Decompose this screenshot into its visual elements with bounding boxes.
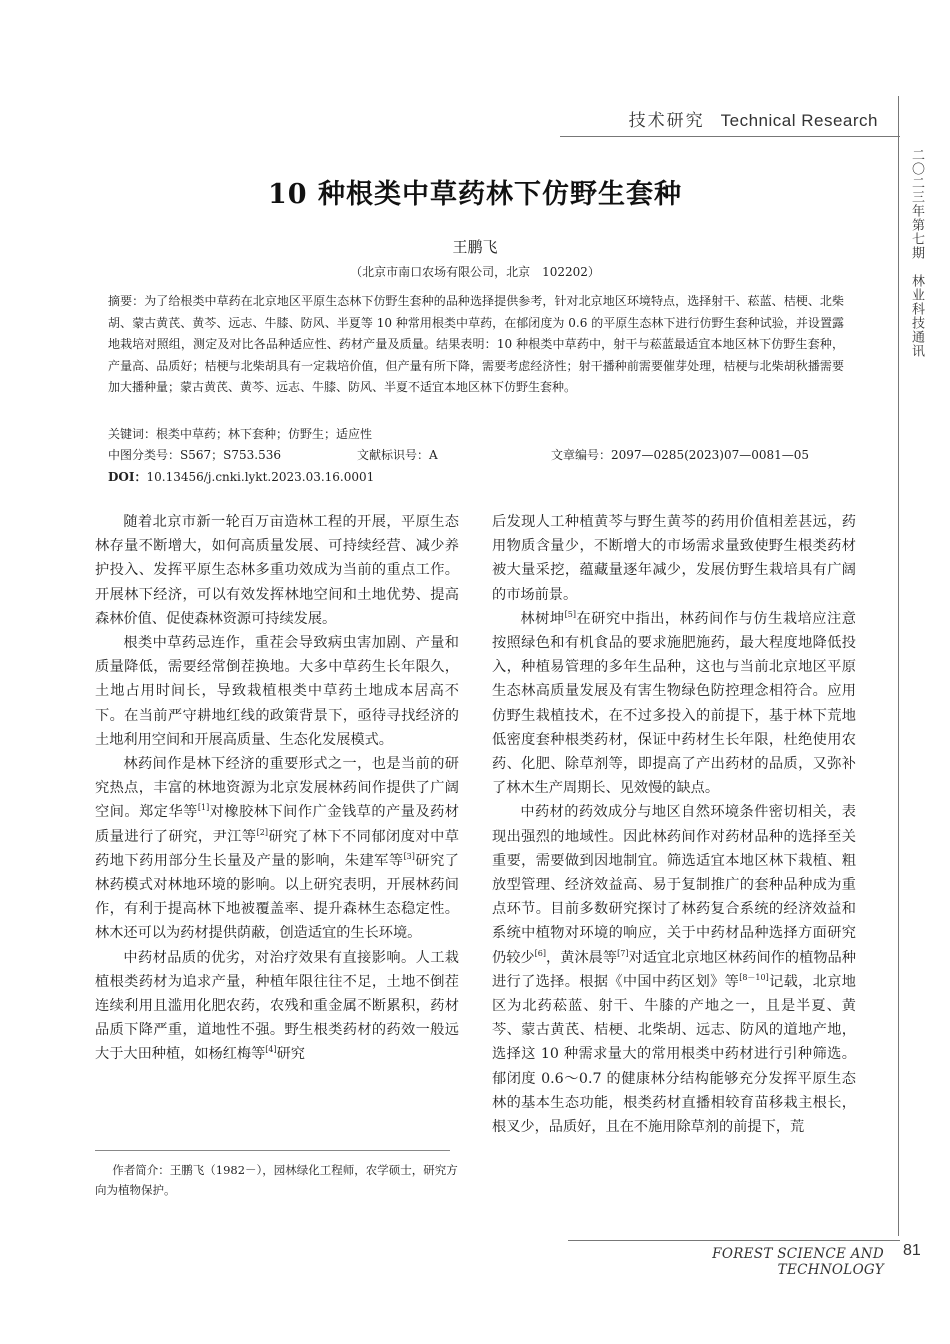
paragraph-text: ，黄沐晨等 bbox=[546, 949, 618, 966]
abstract: 摘要：为了给根类中草药在北京地区平原生态林下仿野生套种的品种选择提供参考，针对北京地区环境特点，选择射干、菘蓝、桔梗、北柴胡、蒙古黄芪、黄芩、远志、牛膝、防风、半夏等 10 种常用根类中草药，在郁闭度为 0.6 的平原生态林下进行仿野生套种试验，并设置露地栽培对照组，测定及对比各品种适应性、药材产量及质量。结果表明：10 种根类中草药中，射干与菘蓝最适宜本地区林下仿野生套种，产量高、品质好；桔梗与北柴胡具有一定栽培价值，但产量有所下降，需要考虑经济性；射干播种前需要催芽处理，桔梗与北柴胡秋播需要加大播种量；蒙古黄芪、黄芩、远志、牛膝、防风、半夏不适宜本地区林下仿野生套种。 bbox=[108, 294, 844, 394]
body-column-right bbox=[492, 510, 856, 1139]
citation: [7] bbox=[617, 948, 629, 958]
doi bbox=[108, 467, 374, 487]
footer-journal-name: FOREST SCIENCE AND TECHNOLOGY bbox=[712, 1246, 884, 1278]
keywords: 关键词：根类中草药；林下套种；仿野生；适应性 bbox=[108, 427, 373, 441]
paragraph-text: 记载，北京地区为北药菘蓝、射干、牛膝的产地之一，且是半夏、黄芩、蒙古黄芪、桔梗、北柴胡、远志、防风的道地产地，选择这 10 种需求量大的常用根类中药材进行引种筛选。郁闭度 0.6～0.7 的健康林分结构能够充分发挥平原生态林的基本生态功能，根类药材直播相较育苗移栽主根长，根叉少，品质好，且在不施用除草剂的前提下，荒 bbox=[492, 973, 856, 1136]
paragraph bbox=[492, 800, 856, 1139]
paragraph-text: 对适宜北京地区林药间作的植物品种进行了选择。根据《中国中药区划》等 bbox=[492, 949, 856, 990]
author-affiliation: （北京市南口农场有限公司，北京 102202） bbox=[350, 265, 600, 279]
citation: [6] bbox=[534, 948, 546, 958]
author-footnote: 作者简介：王鹏飞（1982－），园林绿化工程师，农学硕士，研究方向为植物保护。 bbox=[95, 1163, 458, 1197]
paragraph-text: 中药材的药效成分与地区自然环境条件密切相关，表现出强烈的地域性。因此林药间作对药材品种的选择至关重要，需要做到因地制宜。筛选适宜本地区林下栽植、粗放型管理、经济效益高、易于复制推广的套种品种成为重点环节。目前多数研究探讨了林药复合系统的经济效益和系统中植物对环境的响应，关于中药材品种选择方面研究仍较少 bbox=[492, 804, 856, 966]
citation: [1] bbox=[197, 803, 210, 813]
article-author: 王鹏飞 bbox=[452, 238, 498, 256]
paragraph-text: 林树坤 bbox=[520, 610, 565, 627]
article-title: 10 种根类中草药林下仿野生套种 bbox=[268, 179, 682, 210]
document-code: 文献标识号：A bbox=[357, 448, 438, 462]
paragraph-text: 在研究中指出，林药间作与仿生栽培应注意按照绿色和有机食品的要求施肥施药，最大程度地降低投入，种植易管理的多年生品种，这也与当前北京地区平原生态林高质量发展及有害生物绿色防控理念相符合。应用仿野生栽植技术，在不过多投入的前提下，基于林下荒地低密度套种根类药材，保证中药材生长年限，杜绝使用农药、化肥、除草剂等，即提高了产出药材的品质，又弥补了林木生产周期长、见效慢的缺点。 bbox=[492, 610, 856, 797]
side-journal: 林业科技通讯 bbox=[909, 274, 924, 358]
article-number: 文章编号：2097—0285(2023)07—0081—05 bbox=[551, 448, 810, 462]
citation: [5] bbox=[564, 609, 576, 619]
paragraph-text: 研究 bbox=[276, 1046, 305, 1063]
section-title-cn: 技术研究 bbox=[628, 111, 705, 130]
footnote-rule bbox=[95, 1150, 450, 1151]
doi-label: DOI： bbox=[108, 470, 147, 484]
paragraph-text: 中药材品质的优劣，对治疗效果有直接影响。人工栽植根类药材为追求产量，种植年限往往不足，土地不倒茬连续利用且滥用化肥农药，农残和重金属不断累积，药材品质下降严重，道地性不强。野生根类药材的药效一般远大于大田种植，如杨红梅等 bbox=[95, 949, 459, 1063]
paragraph-text: 林药间作是林下经济的重要形式之一，也是当前的研究热点，丰富的林地资源为北京发展林药间作提供了广阔空间。郑定华等 bbox=[95, 756, 459, 821]
paragraph: 根类中草药忌连作，重茬会导致病虫害加剧、产量和质量降低，需要经常倒茬换地。大多中草药生长年限久，土地占用时间长，导致栽植根类中草药土地成本居高不下。在当前严守耕地红线的政策背景下，亟待寻找经济的土地利用空间和开展高质量、生态化发展模式。 bbox=[95, 635, 459, 748]
citation: [2] bbox=[256, 827, 268, 837]
section-header bbox=[629, 106, 878, 131]
paragraph-text: 对橡胶林下间作广金钱草的产量及药材质量进行了研究，尹江等 bbox=[95, 804, 459, 845]
paragraph-text: 研究了林药模式对林地环境的影响。以上研究表明，开展林药间作，有利于提高林下地被覆盖率、提升森林生态稳定性。林木还可以为药材提供荫蔽，创造适宜的生长环境。 bbox=[95, 852, 459, 942]
section-title-en: Technical Research bbox=[720, 111, 878, 130]
paragraph bbox=[95, 752, 459, 946]
paragraph bbox=[492, 607, 856, 801]
paragraph: 随着北京市新一轮百万亩造林工程的开展，平原生态林存量不断增大，如何高质量发展、可持续经营、减少养护投入、发挥平原生态林多重功效成为当前的重点工作。开展林下经济，可以有效发挥林地空间和土地优势、提高森林价值、促使森林资源可持续发展。 bbox=[95, 514, 459, 627]
citation: [4] bbox=[265, 1045, 277, 1055]
citation: [3] bbox=[403, 851, 415, 861]
paragraph-text: 研究了林下不同郁闭度对中草药地下药用部分生长量及产量的影响，朱建军等 bbox=[95, 828, 459, 869]
citation: [8－10] bbox=[739, 972, 769, 982]
paragraph bbox=[95, 946, 459, 1067]
paragraph: 后发现人工种植黄芩与野生黄芩的药用价值相差甚远，药用物质含量少，不断增大的市场需求量致使野生根类药材被大量采挖，蕴藏量逐年减少，发展仿野生栽培具有广阔的市场前景。 bbox=[492, 514, 856, 603]
doi-value: 10.13456/j.cnki.lykt.2023.03.16.0001 bbox=[146, 470, 375, 484]
clc-number: 中图分类号：S567；S753.536 bbox=[108, 448, 281, 462]
header-rule bbox=[560, 136, 900, 137]
footer-rule bbox=[568, 1240, 900, 1241]
page-number: 81 bbox=[903, 1242, 921, 1259]
side-issue: 二〇二三年第七期 bbox=[909, 148, 924, 260]
body-column-left bbox=[95, 510, 459, 1067]
